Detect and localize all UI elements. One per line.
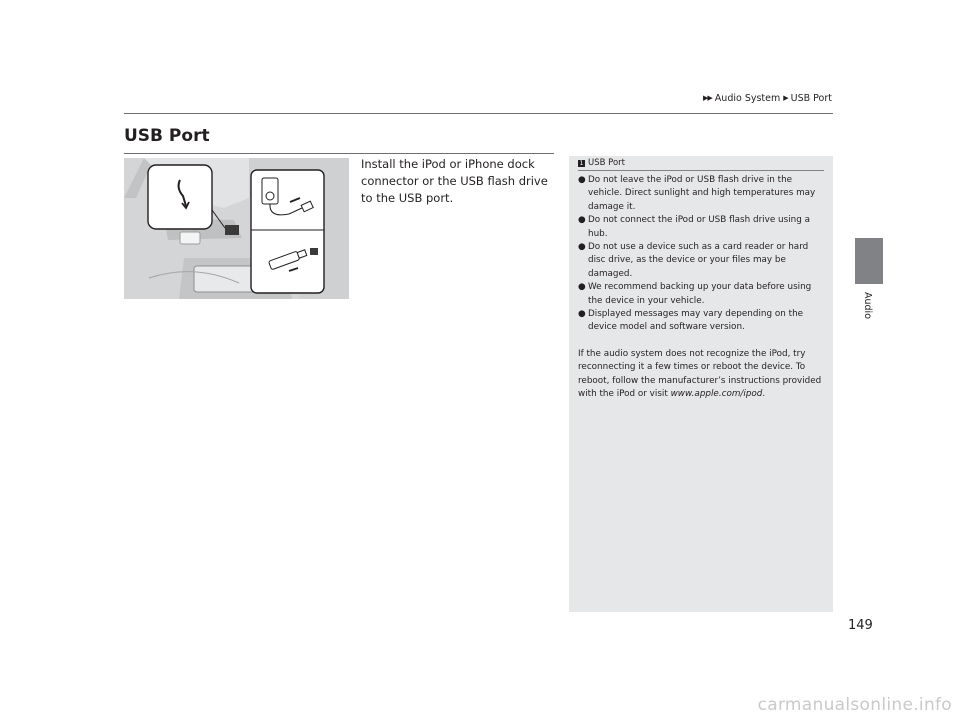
breadcrumb-item-usb-port[interactable]: USB Port [790,93,832,104]
note-rule [578,170,824,171]
title-rule [124,153,554,154]
apple-ipod-link[interactable]: www.apple.com/ipod [670,389,763,400]
console-drawing [124,158,349,299]
note-heading [578,158,625,168]
list-item: ● Do not leave the iPod or USB flash drive in the vehicle. Direct sunlight and high temperatures may damage it. [578,175,816,212]
header-rule [124,113,833,114]
note-panel [569,156,833,612]
body-instruction: Install the iPod or iPhone dock connector or the USB flash drive to the USB port. [361,157,548,205]
list-item: ● Do not use a device such as a card reader or hard disc drive, as the device or your files may be damaged. [578,242,809,279]
list-item: ● Displayed messages may vary depending on the device model and software version. [578,309,804,333]
bullet-dot-icon: ● [578,215,586,226]
breadcrumb-item-audio-system[interactable]: Audio System [714,93,781,104]
note-heading-text: USB Port [588,158,626,168]
page-title: USB Port [124,126,210,146]
double-triangle-right-icon: ▶▶ [703,94,712,102]
page-number: 149 [848,618,873,633]
watermark: carmanualsonline.info [757,695,952,715]
bullet-dot-icon: ● [578,175,586,185]
bullet-dot-icon: ● [578,242,586,253]
triangle-right-icon: ▶ [783,94,788,102]
list-item: ● Do not connect the iPod or USB flash drive using a hub. [578,215,810,239]
bullet-dot-icon: ● [578,309,586,320]
usb-port-illustration [124,158,349,299]
note-list [578,174,828,335]
note-paragraph: If the audio system does not recognize the iPod, try reconnecting it a few times or reboot the device. To reboot, follow the manufacturer’s instructions provided with the iPod or visit www.apple.com/ipod. [578,349,822,400]
reference-square-icon: 1 [579,160,584,167]
section-tab[interactable] [855,238,883,284]
breadcrumb [703,93,832,104]
bullet-dot-icon: ● [578,282,586,293]
list-item: ● We recommend backing up your data before using the device in your vehicle. [578,282,812,306]
section-tab-label: Audio [862,292,873,320]
